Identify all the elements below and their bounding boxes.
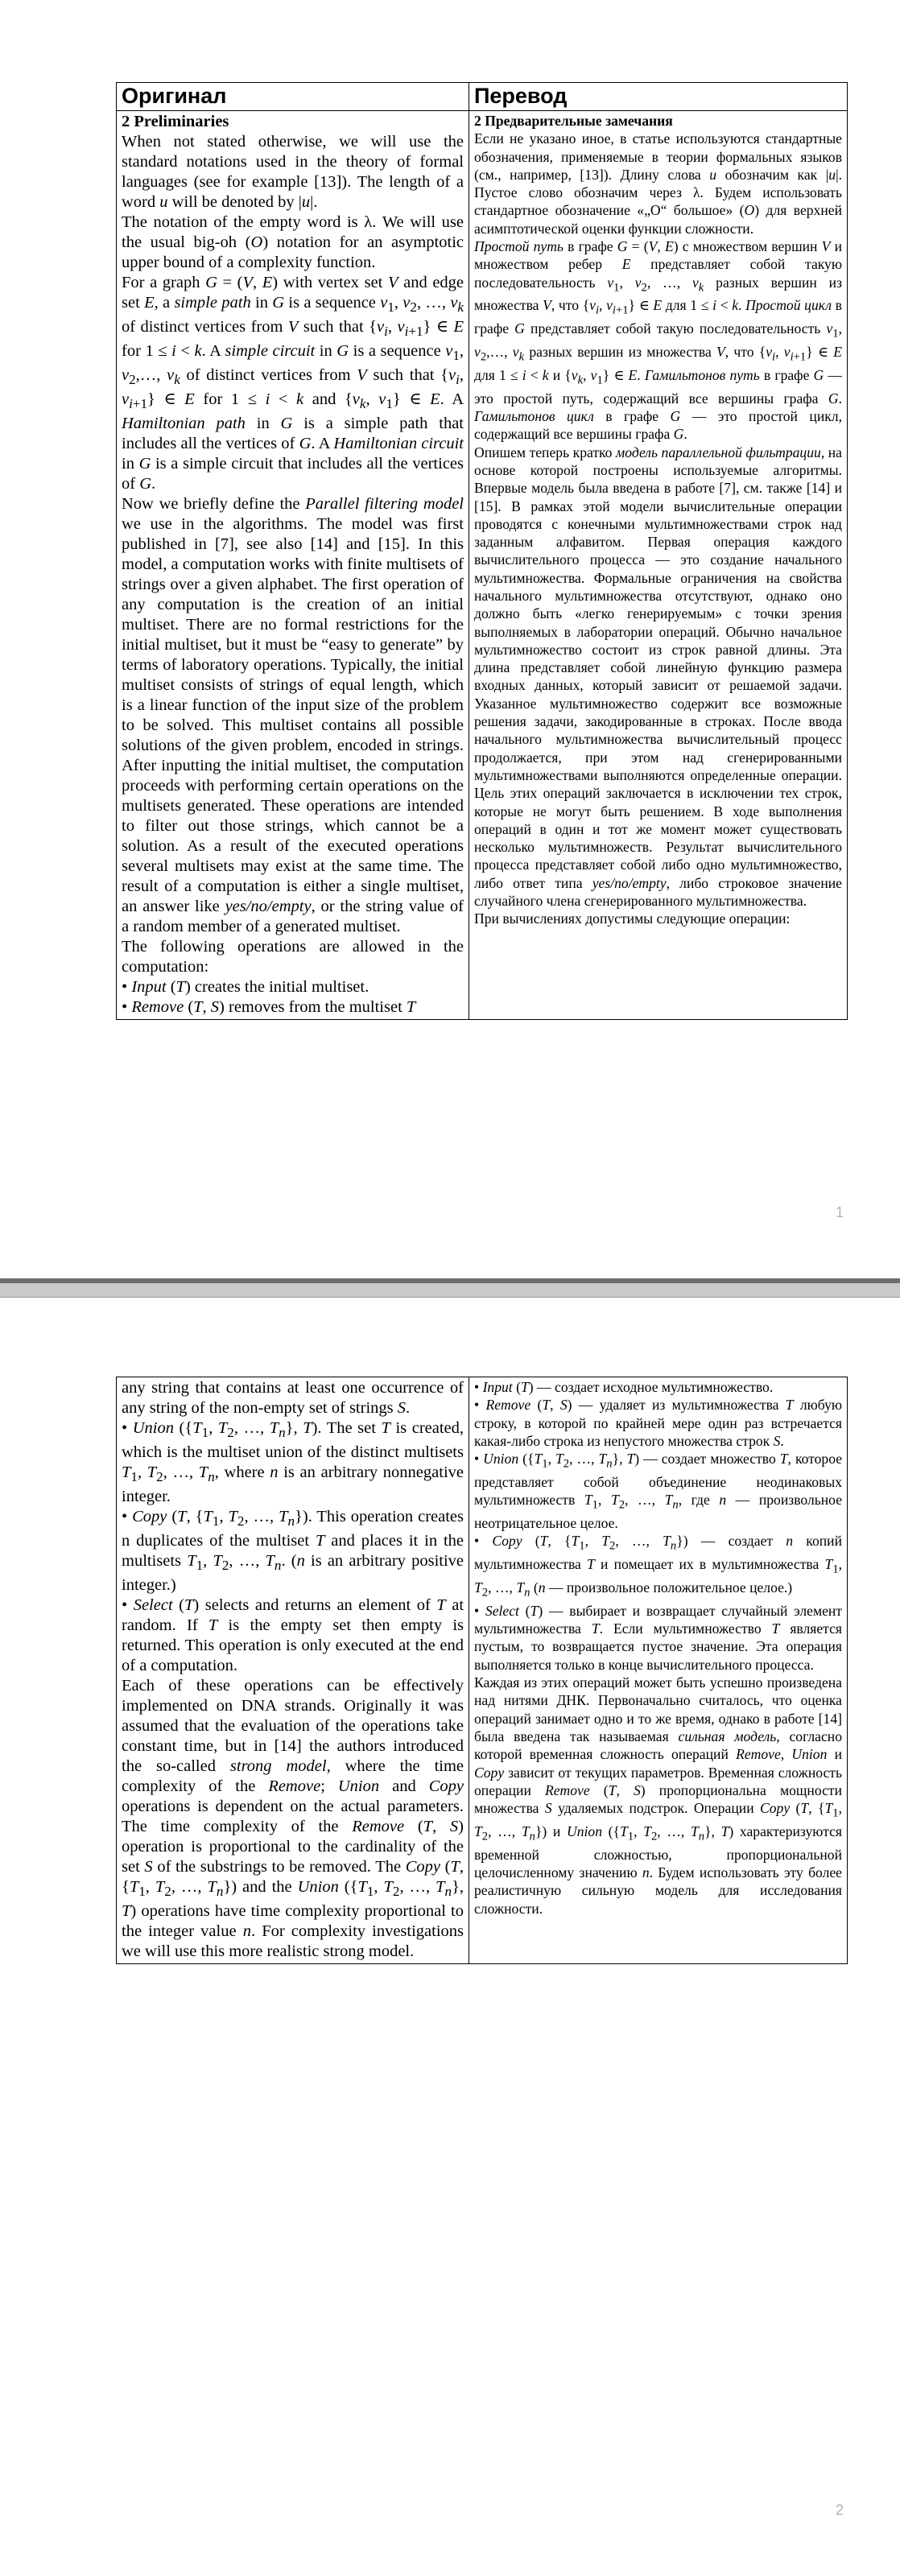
paragraph: 2 Предварительные замечания Если не указано иное, в статье используются стандартные обозначения, применяемые в теории формальных языков (см., например, [13]). Длину слова u обозначим как |u|. Пустое слово обозначим через λ. Будем использовать стандартное обозначение «„O“ большое» (O) для верхней асимптотической оценки функции сложности. [474,113,842,237]
table-row [117,111,848,1020]
paragraph: Each of these operations can be effectively implemented on DNA strands. Originally it was assumed that the evaluation of the operations take constant time, but in [14] the authors introduced the so-called strong model, where the time complexity of the Remove; Union and Copy operations is dependent on the actual parameters. The time complexity of the Remove (T, S) operation is proportional to the cardinality of the set S of the substrings to be removed. The Copy (T, {$T_1$, $T_2$, …, $T_n$}) and the Union ({$T_1$, $T_2$, …, $T_n$}, T) operations have time complexity proportional to the integer value n. For complexity investigations we will use this more realistic strong model. [122,1677,464,1961]
original-text-cell [117,1377,469,1964]
paragraph: • Copy (T, {$T_1$, $T_2$, …, $T_n$}). This operation creates n duplicates of the multiset T and places it in the multisets $T_1$, $T_2$, …, $T_n$. (n is an arbitrary positive integer.) [122,1508,464,1595]
paragraph: • Select (T) — выбирает и возвращает случайный элемент мультимножества T. Если мультимножество T является пустым, то возвращается пустое значение. Эта операция выполняется только в конце вычислительного процесса. [474,1602,843,1673]
page-number: 1 [835,1204,844,1220]
paragraph: Простой путь в графе G = (V, E) с множеством вершин V и множеством ребер E представляет собой такую последовательность $v_1$, $v_2$, …, $v_k$ разных вершин из множества V, что {$v_i$, $v_{i+1}$} ∈ E для 1 ≤ i < k. Простой цикл в графе G представляет собой такую последовательность $v_1$, $v_2,\dots$, $v_k$ разных вершин из множества V, что {$v_i$, $v_{i+1}$} ∈ E для 1 ≤ i < k и {$v_k$, $v_1$} ∈ E. Гамильтонов путь в графе G — это простой путь, содержащий все вершины графа G. Гамильтонов цикл в графе G — это простой цикл, содержащий все вершины графа G. [474,238,843,443]
original-text-cell [117,111,469,1020]
translation-column-header: Перевод [469,83,848,111]
paragraph: any string that contains at least one occurrence of any string of the non-empty set of strings S. [122,1379,464,1417]
paragraph: Now we briefly define the Parallel filtering model we use in the algorithms. The model was first published in [7], see also [14] and [15]. In this model, a computation works with finite multisets of strings over a given alphabet. The first operation of any computation is the creation of an initial multiset. There are no formal restrictions for the initial multiset, but it must be “easy to generate” by terms of laboratory operations. Typically, the initial multiset consists of strings of equal length, which is a linear function of the input size of the problem to be solved. This multiset contains all possible solutions of the given problem, encoded in strings. After inputting the initial multiset, the computation proceeds with performing certain operations on the multisets generated. These operations are intended to filter out those strings, which cannot be a solution. As a result of the executed operations several multisets may exist at the same time. The result of a computation is either a single multiset, an answer like yes/no/empty, or the string value of a random member of a generated multiset. [122,495,464,936]
paragraph: • Remove (T, S) — удаляет из мультимножества T любую строку, в которой по крайней мере один раз встречается какая-либо строка из непустого множества строк S. [474,1397,843,1449]
paragraph: • Union ({$T_1$, $T_2$, …, $T_n$}, T). The set T is created, which is the multiset union of the distinct multisets $T_1$, $T_2$, …, $T_n$, where n is an arbitrary nonnegative integer. [122,1419,464,1506]
paragraph: The notation of the empty word is λ. We will use the usual big-oh (O) notation for an asymptotic upper bound of a complexity function. [122,213,464,271]
paragraph: For a graph G = (V, E) with vertex set V and edge set E, a simple path in G is a sequence $v_1$, $v_2$, …, $v_k$ of distinct vertices from V such that {$v_i$, $v_{i+1}$} ∈ E for 1 ≤ i < k. A simple circuit in G is a sequence $v_1$, $v_2,\dots$, $v_k$ of distinct vertices from V such that {$v_i$, $v_{i+1}$} ∈ E for 1 ≤ i < k and {$v_k$, $v_1$} ∈ E. A Hamiltonian path in G is a simple path that includes all the vertices of G. A Hamiltonian circuit in G is a simple circuit that includes all the vertices of G. [122,274,464,493]
paragraph: The following operations are allowed in the computation: [122,938,464,976]
paragraph: • Copy (T, {$T_1$, $T_2$, …, $T_n$}) — создает n копий мультимножества T и помещает их в мультимножества $T_1$, $T_2$, …, $T_n$ (n — произвольное положительное целое.) [474,1533,842,1600]
page-number: 2 [835,2502,844,2518]
paragraph: Каждая из этих операций может быть успешно произведена над нитями ДНК. Первоначально считалось, что оценка операций занимает одно и то же время, однако в работе [14] была введена так называемая сильная модель, согласно которой временная сложность операций Remove, Union и Copy зависит от текущих параметров. Временная сложность операции Remove (T, S) пропорциональна мощности множества S удаляемых подстрок. Операции Copy (T, {$T_1$, $T_2$, …, $T_n$}) и Union ({$T_1$, $T_2$, …, $T_n$}, T) характеризуются временной сложностью, пропорциональной целочисленному значению n. Будем использовать эту более реалистичную сильную модель для исследования сложности. [474,1674,843,1917]
page-separator [0,1278,900,1298]
paragraph: При вычислениях допустимы следующие операции: [474,910,791,927]
table-row [117,1377,848,1964]
paragraph: • Remove (T, S) removes from the multiset T [122,998,416,1017]
paragraph: 2 Preliminaries When not stated otherwise, we will use the standard notations used in the theory of formal languages (see for example [13]). The length of a word u will be denoted by |u|. [122,113,464,211]
translation-text-cell [469,1377,848,1964]
document-page-1 [0,0,900,1278]
table-header-row [117,83,848,111]
paragraph: • Union ({$T_1$, $T_2$, …, $T_n$}, T) — создает множество T, которое представляет собой объединение неодинаковых мультимножеств $T_1$, $T_2$, …, $T_n$, где n — произвольное неотрицательное целое. [474,1451,843,1532]
paragraph: • Input (T) — создает исходное мультимножество. [474,1379,774,1395]
original-column-header: Оригинал [117,83,469,111]
document-page-2 [0,1298,900,2576]
translation-text-cell [469,111,848,1020]
paragraph: • Select (T) selects and returns an element of T at random. If T is the empty set then empty is returned. This operation is only executed at the end of a computation. [122,1596,464,1675]
translation-table-page-1 [116,82,848,1020]
paragraph: Опишем теперь кратко модель параллельной фильтрации, на основе которой построены используемые алгоритмы. Впервые модель была введена в работе [7], см. также [14] и [15]. В рамках этой модели вычислительные операции проводятся с конечными мультимножествами строк над заданным алфавитом. Первая операция каждого вычислительного процесса — это создание начального мультимножества. Формальные ограничения на свойства начального мультимножества отсутствуют, однако оно должно быть «легко генерируемым» с точки зрения выполняемых в лаборатории операций. Обычно начальное мультимножество состоит из строк равной длины. Эта длина представляет собой линейную функцию размера входных данных, который зависит от решаемой задачи. Указанное мультимножество содержит все возможные решения задачи, закодированные в строках. После ввода начального мультимножества вычислительный процесс продолжается, при этом над сгенерированными мультимножествами выполняются определенные операции. Цель этих операций заключается в исключении тех строк, которые не могут быть решением. В ходе выполнения операций в один и тот же момент может существовать несколько мультимножеств. Результат вычислительного процесса представляет собой либо одно мультимножество, либо ответ типа yes/no/empty, либо строковое значение случайного члена сгенерированного мультимножества. [474,444,842,910]
paragraph: • Input (T) creates the initial multiset. [122,978,369,997]
translation-table-page-2 [116,1377,848,1964]
